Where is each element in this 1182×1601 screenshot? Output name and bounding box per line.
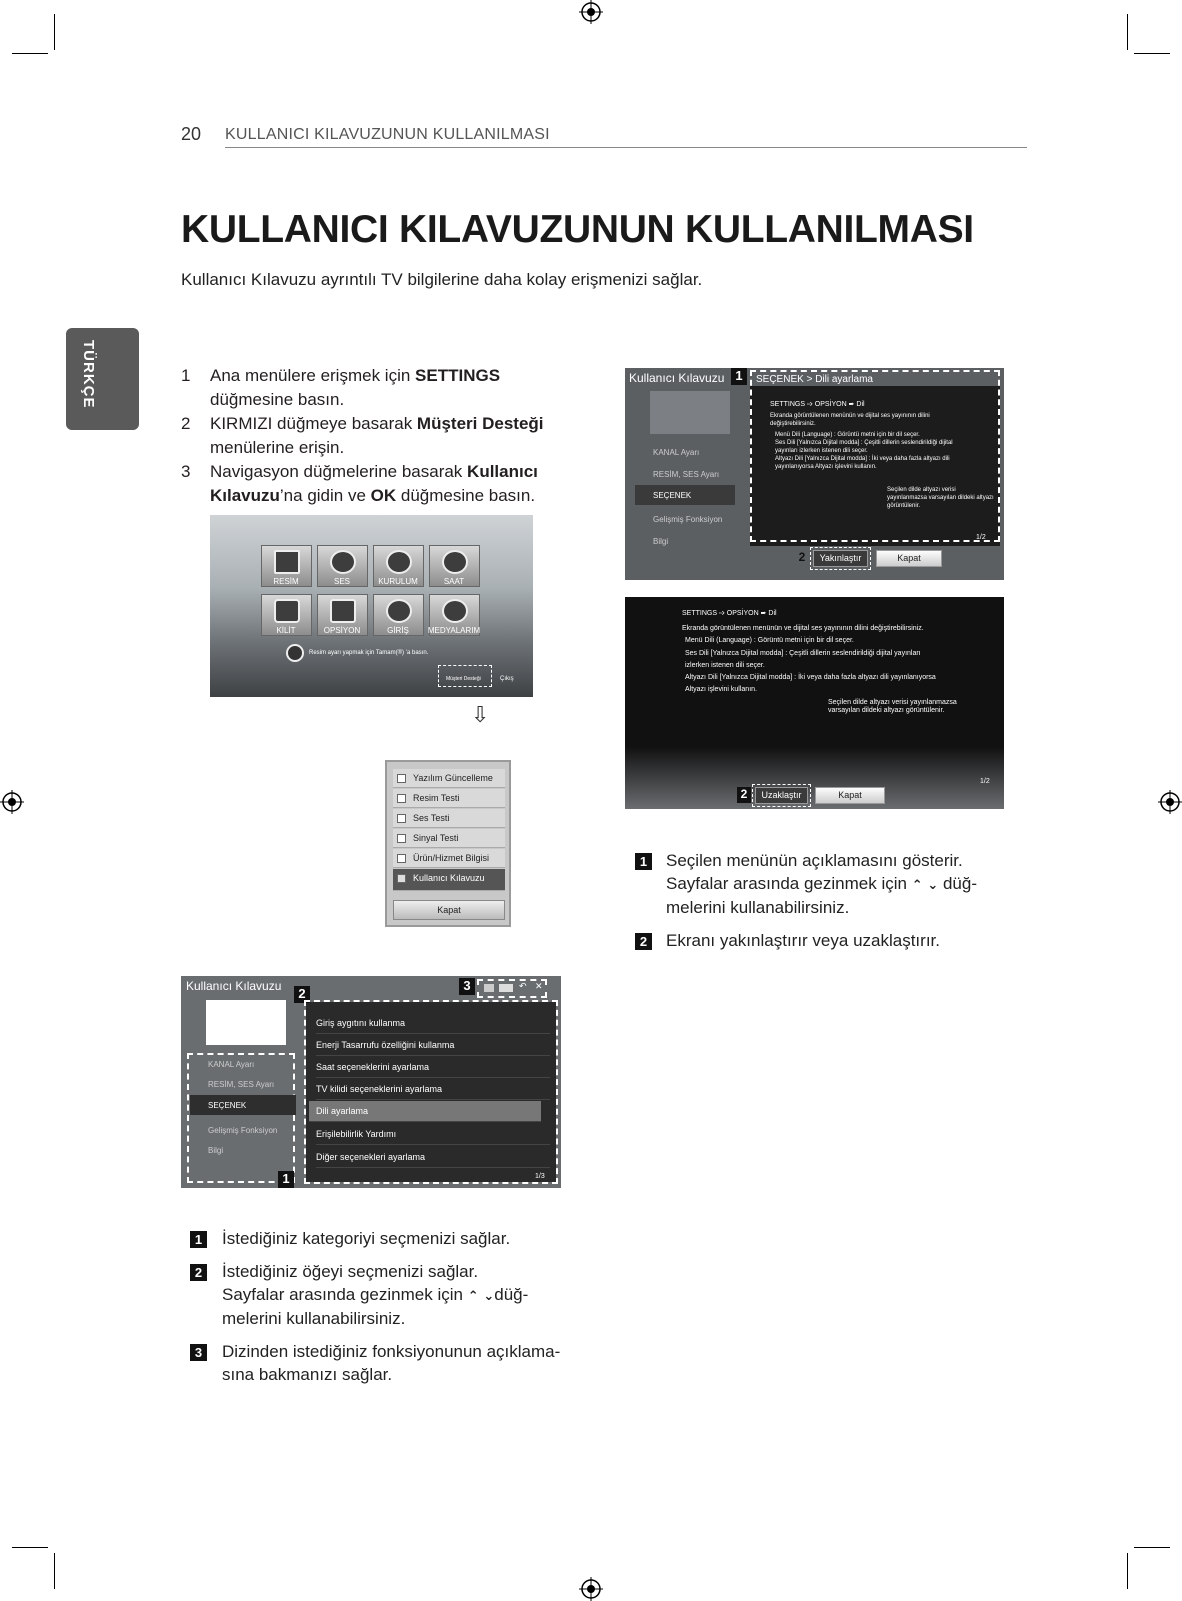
step-bold: Müşteri Desteği bbox=[416, 414, 544, 433]
briefcase-icon bbox=[330, 599, 356, 623]
step-text: ’na gidin ve bbox=[279, 486, 371, 505]
preview-thumbnail bbox=[650, 391, 730, 434]
list-item[interactable]: Giriş aygıtını kullanma bbox=[316, 1013, 550, 1034]
category-item-selected[interactable]: SEÇENEK bbox=[653, 491, 692, 500]
page-indicator: 1/3 bbox=[535, 1173, 545, 1180]
bullet-1: Menü Dili (Language) : Görüntü metni için bir dil seçer. bbox=[685, 637, 854, 644]
zoomed-screenshot bbox=[625, 597, 1004, 809]
legend-text: İstediğiniz öğeyi seçmenizi sağlar. bbox=[222, 1262, 479, 1281]
step-number: 3 bbox=[181, 462, 191, 481]
step-bold: OK bbox=[370, 486, 397, 505]
bullet-3: Altyazı Dili [Yalnızca Dijital modda] : İki veya daha fazla altyazı dili yayınlanıyorsa Altyazı işlevini kullanın. bbox=[775, 456, 950, 470]
tv-menu-screenshot bbox=[210, 515, 533, 697]
legend-text: Sayfalar arasında gezinmek için bbox=[222, 1285, 468, 1304]
ok-button-icon bbox=[286, 644, 304, 662]
tile-label: SES bbox=[333, 577, 350, 586]
popup-item[interactable] bbox=[393, 849, 505, 868]
preview-thumbnail bbox=[206, 1000, 286, 1045]
legend-text: İstediğiniz kategoriyi seçmenizi sağlar. bbox=[222, 1229, 511, 1248]
popup-close-button[interactable]: Kapat bbox=[393, 900, 505, 920]
checkbox-icon bbox=[397, 794, 406, 803]
legend-text: düğ- bbox=[494, 1285, 529, 1304]
popup-item[interactable] bbox=[393, 789, 505, 808]
list-item-selected[interactable]: Dili ayarlama bbox=[309, 1101, 541, 1122]
step-text: KIRMIZI düğmeye basarak bbox=[210, 414, 417, 433]
step-text: düğmesine basın. bbox=[210, 390, 345, 409]
list-item[interactable]: Enerji Tasarrufu özelliğini kullanma bbox=[316, 1035, 550, 1056]
close-button[interactable]: Kapat bbox=[815, 787, 885, 804]
callout-badge-2: 2 bbox=[798, 550, 806, 564]
guide-title: Kullanıcı Kılavuzu bbox=[186, 979, 282, 993]
page-indicator: 1/2 bbox=[980, 778, 990, 785]
step-bold: Kullanıcı Kılavuzu bbox=[210, 462, 538, 505]
index-icon[interactable] bbox=[484, 984, 494, 992]
support-popup bbox=[385, 760, 511, 927]
step-number: 1 bbox=[181, 366, 191, 385]
step-item bbox=[181, 460, 581, 508]
registration-mark-icon bbox=[579, 1577, 603, 1601]
legend-text: melerini kullanabilirsiniz. bbox=[222, 1309, 406, 1328]
intro-text: Kullanıcı Kılavuzu ayrıntılı TV bilgilerine daha kolay erişmenizi sağlar. bbox=[181, 270, 703, 289]
close-button[interactable]: Kapat bbox=[876, 550, 942, 567]
legend-item bbox=[666, 929, 940, 952]
popup-item-label: Resim Testi bbox=[413, 793, 460, 803]
guide-screenshot bbox=[625, 368, 1004, 580]
bullet-2: Ses Dili [Yalnızca Dijital modda] : Çeşitli dillerin seslendirildiği dijital yayınları izlerken istenen dili seçer. bbox=[775, 440, 953, 454]
callout-dashed-box bbox=[810, 547, 871, 570]
legend-text: Sayfalar arasında gezinmek için bbox=[666, 874, 912, 893]
tile-label: KİLİT bbox=[276, 626, 296, 635]
category-item[interactable]: KANAL Ayarı bbox=[208, 1060, 255, 1069]
popup-item[interactable] bbox=[393, 769, 505, 788]
note: Seçilen dilde altyazı verisi yayınlanmazsa varsayılan dildeki altyazı görüntülenir. bbox=[828, 699, 957, 714]
list-item[interactable]: Saat seçeneklerini ayarlama bbox=[316, 1057, 550, 1078]
page-title: KULLANICI KILAVUZUNUN KULLANILMASI bbox=[181, 208, 974, 251]
legend-badge-2: 2 bbox=[190, 1264, 207, 1281]
tile-label: KURULUM bbox=[378, 577, 418, 586]
category-item-selected[interactable]: SEÇENEK bbox=[208, 1101, 247, 1110]
crop-mark bbox=[12, 53, 48, 54]
chevron-down-icon: ⌄ bbox=[927, 877, 939, 892]
menu-hint: Resim ayarı yapmak için Tamam(®) ’a basın. bbox=[309, 650, 429, 656]
callout-badge-2: 2 bbox=[737, 787, 751, 803]
step-text: Ana menülere erişmek için bbox=[210, 366, 416, 385]
popup-item-label: Sinyal Testi bbox=[413, 833, 459, 843]
legend-badge-3: 3 bbox=[190, 1344, 207, 1361]
legend-badge-1: 1 bbox=[190, 1231, 207, 1248]
speaker-icon bbox=[330, 550, 356, 574]
satellite-icon bbox=[386, 550, 412, 574]
step-text: Navigasyon düğmelerine basarak bbox=[210, 462, 468, 481]
note: Seçilen dilde altyazı verisi yayınlanmazsa varsayılan dildeki altyazı görüntülenir. bbox=[887, 487, 994, 509]
list-item[interactable]: Diğer seçenekleri ayarlama bbox=[316, 1147, 550, 1168]
back-icon[interactable]: ↶ bbox=[519, 981, 527, 991]
description: Ekranda görüntülenen menünün ve dijital ses yayınının dilini değiştirebilirsiniz. bbox=[682, 625, 924, 632]
description: Ekranda görüntülenen menünün ve dijital ses yayınının dilini değiştirebilirsiniz. bbox=[770, 413, 930, 427]
book-icon bbox=[397, 874, 406, 883]
chevron-up-icon: ⌃ bbox=[911, 877, 923, 892]
legend-text: melerini kullanabilirsiniz. bbox=[666, 898, 850, 917]
registration-mark-icon bbox=[579, 0, 603, 24]
plug-icon bbox=[386, 599, 412, 623]
registration-mark-icon bbox=[1158, 790, 1182, 814]
legend-text: Seçilen menünün açıklamasını gösterir. bbox=[666, 851, 963, 870]
legend-text: düğ- bbox=[942, 874, 977, 893]
crop-mark bbox=[1134, 53, 1170, 54]
lock-icon bbox=[274, 599, 300, 623]
tile-label: RESİM bbox=[273, 577, 299, 586]
legend-text: Dizinden istediğiniz fonksiyonunun açıklama- bbox=[222, 1342, 561, 1361]
page-number: 20 bbox=[181, 124, 202, 144]
tile-label: SAAT bbox=[443, 577, 465, 586]
category-item[interactable]: Gelişmiş Fonksiyon bbox=[653, 515, 723, 524]
callout-badge-2: 2 bbox=[294, 986, 310, 1003]
legend-text: sına bakmanızı sağlar. bbox=[222, 1365, 393, 1384]
step-text: düğmesine basın. bbox=[396, 486, 536, 505]
category-item[interactable]: Bilgi bbox=[653, 537, 669, 546]
callout-badge-1: 1 bbox=[278, 1171, 294, 1188]
category-item[interactable]: Gelişmiş Fonksiyon bbox=[208, 1126, 278, 1135]
zoom-in-button[interactable]: Yakınlaştır bbox=[813, 550, 868, 567]
list-item[interactable]: Erişilebilirlik Yardımı bbox=[316, 1124, 550, 1145]
step-item bbox=[181, 364, 581, 412]
clock-icon bbox=[442, 550, 468, 574]
category-item[interactable]: RESİM, SES Ayarı bbox=[208, 1080, 275, 1089]
chevron-down-icon: ⌄ bbox=[483, 1288, 495, 1303]
popup-item[interactable] bbox=[393, 829, 505, 848]
legend-badge-1: 1 bbox=[635, 853, 652, 870]
menu-path: SETTINGS ➩ OPSİYON ➨ Dil bbox=[770, 401, 865, 408]
bullet-1: Menü Dili (Language) : Görüntü metni için bir dil seçer. bbox=[775, 432, 920, 438]
popup-item-label: Ürün/Hizmet Bilgisi bbox=[413, 853, 490, 863]
crop-mark bbox=[12, 1547, 48, 1548]
tile-label: MEDYALARIM bbox=[427, 626, 481, 635]
tile-label: GİRİŞ bbox=[387, 626, 409, 635]
callout-dashed-box bbox=[187, 1053, 295, 1183]
running-header: KULLANICI KILAVUZUNUN KULLANILMASI bbox=[225, 126, 550, 143]
zoom-out-button[interactable]: Uzaklaştır bbox=[755, 787, 808, 804]
registration-mark-icon bbox=[0, 790, 24, 814]
legend-item bbox=[666, 849, 1006, 919]
page-indicator: 1/2 bbox=[976, 534, 986, 541]
legend-item bbox=[222, 1340, 582, 1386]
callout-dashed-box bbox=[752, 784, 811, 807]
category-item[interactable]: Bilgi bbox=[208, 1146, 224, 1155]
support-link[interactable]: Müşteri Desteği bbox=[446, 676, 481, 682]
legend-item bbox=[222, 1260, 562, 1330]
checkbox-icon bbox=[397, 814, 406, 823]
step-item bbox=[181, 412, 581, 460]
legend-item bbox=[222, 1227, 510, 1250]
step-number: 2 bbox=[181, 414, 191, 433]
guide-title: Kullanıcı Kılavuzu bbox=[629, 371, 725, 385]
category-item[interactable]: RESİM, SES Ayarı bbox=[653, 470, 720, 479]
bullet-2: Ses Dili [Yalnızca Dijital modda] : Çeşitli dillerin seslendirildiği dijital yayınları izlerken istenen dili seçer. bbox=[685, 650, 921, 669]
popup-item-selected[interactable] bbox=[393, 869, 505, 891]
language-tab bbox=[66, 328, 139, 430]
popup-item[interactable] bbox=[393, 809, 505, 828]
tile-label: OPSİYON bbox=[323, 626, 361, 635]
crop-mark bbox=[1127, 14, 1128, 50]
crop-mark bbox=[1127, 1553, 1128, 1589]
checkbox-icon bbox=[397, 834, 406, 843]
popup-item-label: Ses Testi bbox=[413, 813, 450, 823]
legend-text: Ekranı yakınlaştırır veya uzaklaştırır. bbox=[666, 931, 940, 950]
callout-badge-3: 3 bbox=[459, 978, 475, 995]
category-item[interactable]: KANAL Ayarı bbox=[653, 448, 700, 457]
popup-item-label: Yazılım Güncelleme bbox=[413, 773, 493, 783]
menu-path: SETTINGS ➩ OPSİYON ➨ Dil bbox=[682, 610, 777, 617]
crop-mark bbox=[1134, 1547, 1170, 1548]
folder-icon[interactable] bbox=[499, 984, 513, 992]
checkbox-icon bbox=[397, 854, 406, 863]
language-tab-label: TÜRKÇE bbox=[80, 340, 97, 409]
breadcrumb: SEÇENEK > Dili ayarlama bbox=[756, 374, 873, 385]
crop-mark bbox=[54, 1553, 55, 1589]
list-item[interactable]: TV kilidi seçeneklerini ayarlama bbox=[316, 1079, 550, 1100]
steps-list bbox=[181, 364, 581, 508]
legend-badge-2: 2 bbox=[635, 933, 652, 950]
crop-mark bbox=[54, 14, 55, 50]
down-arrow-icon: ⇩ bbox=[471, 702, 490, 727]
media-icon bbox=[442, 599, 468, 623]
step-text: menülerine erişin. bbox=[210, 438, 345, 457]
popup-item-label: Kullanıcı Kılavuzu bbox=[413, 873, 485, 883]
exit-link[interactable]: Çıkış bbox=[500, 676, 514, 682]
chevron-up-icon: ⌃ bbox=[467, 1288, 479, 1303]
callout-badge-1: 1 bbox=[731, 368, 747, 385]
bullet-3: Altyazı Dili [Yalnızca Dijital modda] : İki veya daha fazla altyazı dili yayınlanıyorsa Altyazı işlevini kullanın. bbox=[685, 674, 936, 693]
tv-icon bbox=[274, 550, 300, 574]
close-icon[interactable]: ✕ bbox=[535, 981, 543, 991]
step-bold: SETTINGS bbox=[415, 366, 501, 385]
header-rule bbox=[225, 147, 1027, 148]
checkbox-icon bbox=[397, 774, 406, 783]
